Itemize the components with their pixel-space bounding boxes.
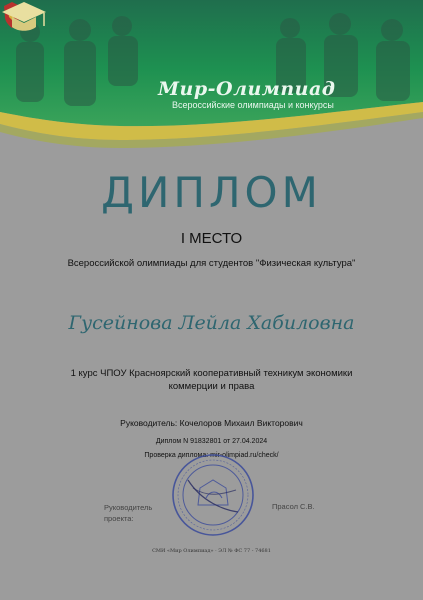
diploma-number: Диплом N 91832801 от 27.04.2024	[155, 438, 268, 445]
logo-title: Мир-Олимпиад	[158, 78, 336, 100]
official-seal-icon	[168, 450, 258, 540]
organization: 1 курс ЧПОУ Красноярский кооперативный техникум экономики коммерции и права	[70, 368, 353, 392]
logo-subtitle: Всероссийские олимпиады и конкурсы	[172, 100, 334, 110]
header-banner	[0, 0, 423, 150]
footer-text: СМИ «Мир Олимпиад» · ЭЛ № ФС 77 - 74681	[152, 548, 271, 554]
diploma-title: ДИПЛОМ	[101, 168, 322, 217]
graduation-cap-icon	[0, 0, 48, 36]
place-label: I МЕСТО	[180, 230, 243, 247]
check-link[interactable]: Проверка диплома: mir-olimpiad.ru/check/	[144, 452, 279, 459]
student-name: Гусейнова Лейла Хабиловна	[68, 312, 355, 334]
olympiad-name: Всероссийской олимпиады для студентов "Физическая культура"	[67, 258, 356, 269]
leader-line: Руководитель: Кочелоров Михаил Викторович	[120, 418, 303, 428]
signature-label: Руководитель проекта:	[104, 503, 153, 523]
signature-name: Прасол С.В.	[272, 502, 315, 511]
header-background	[0, 0, 423, 150]
